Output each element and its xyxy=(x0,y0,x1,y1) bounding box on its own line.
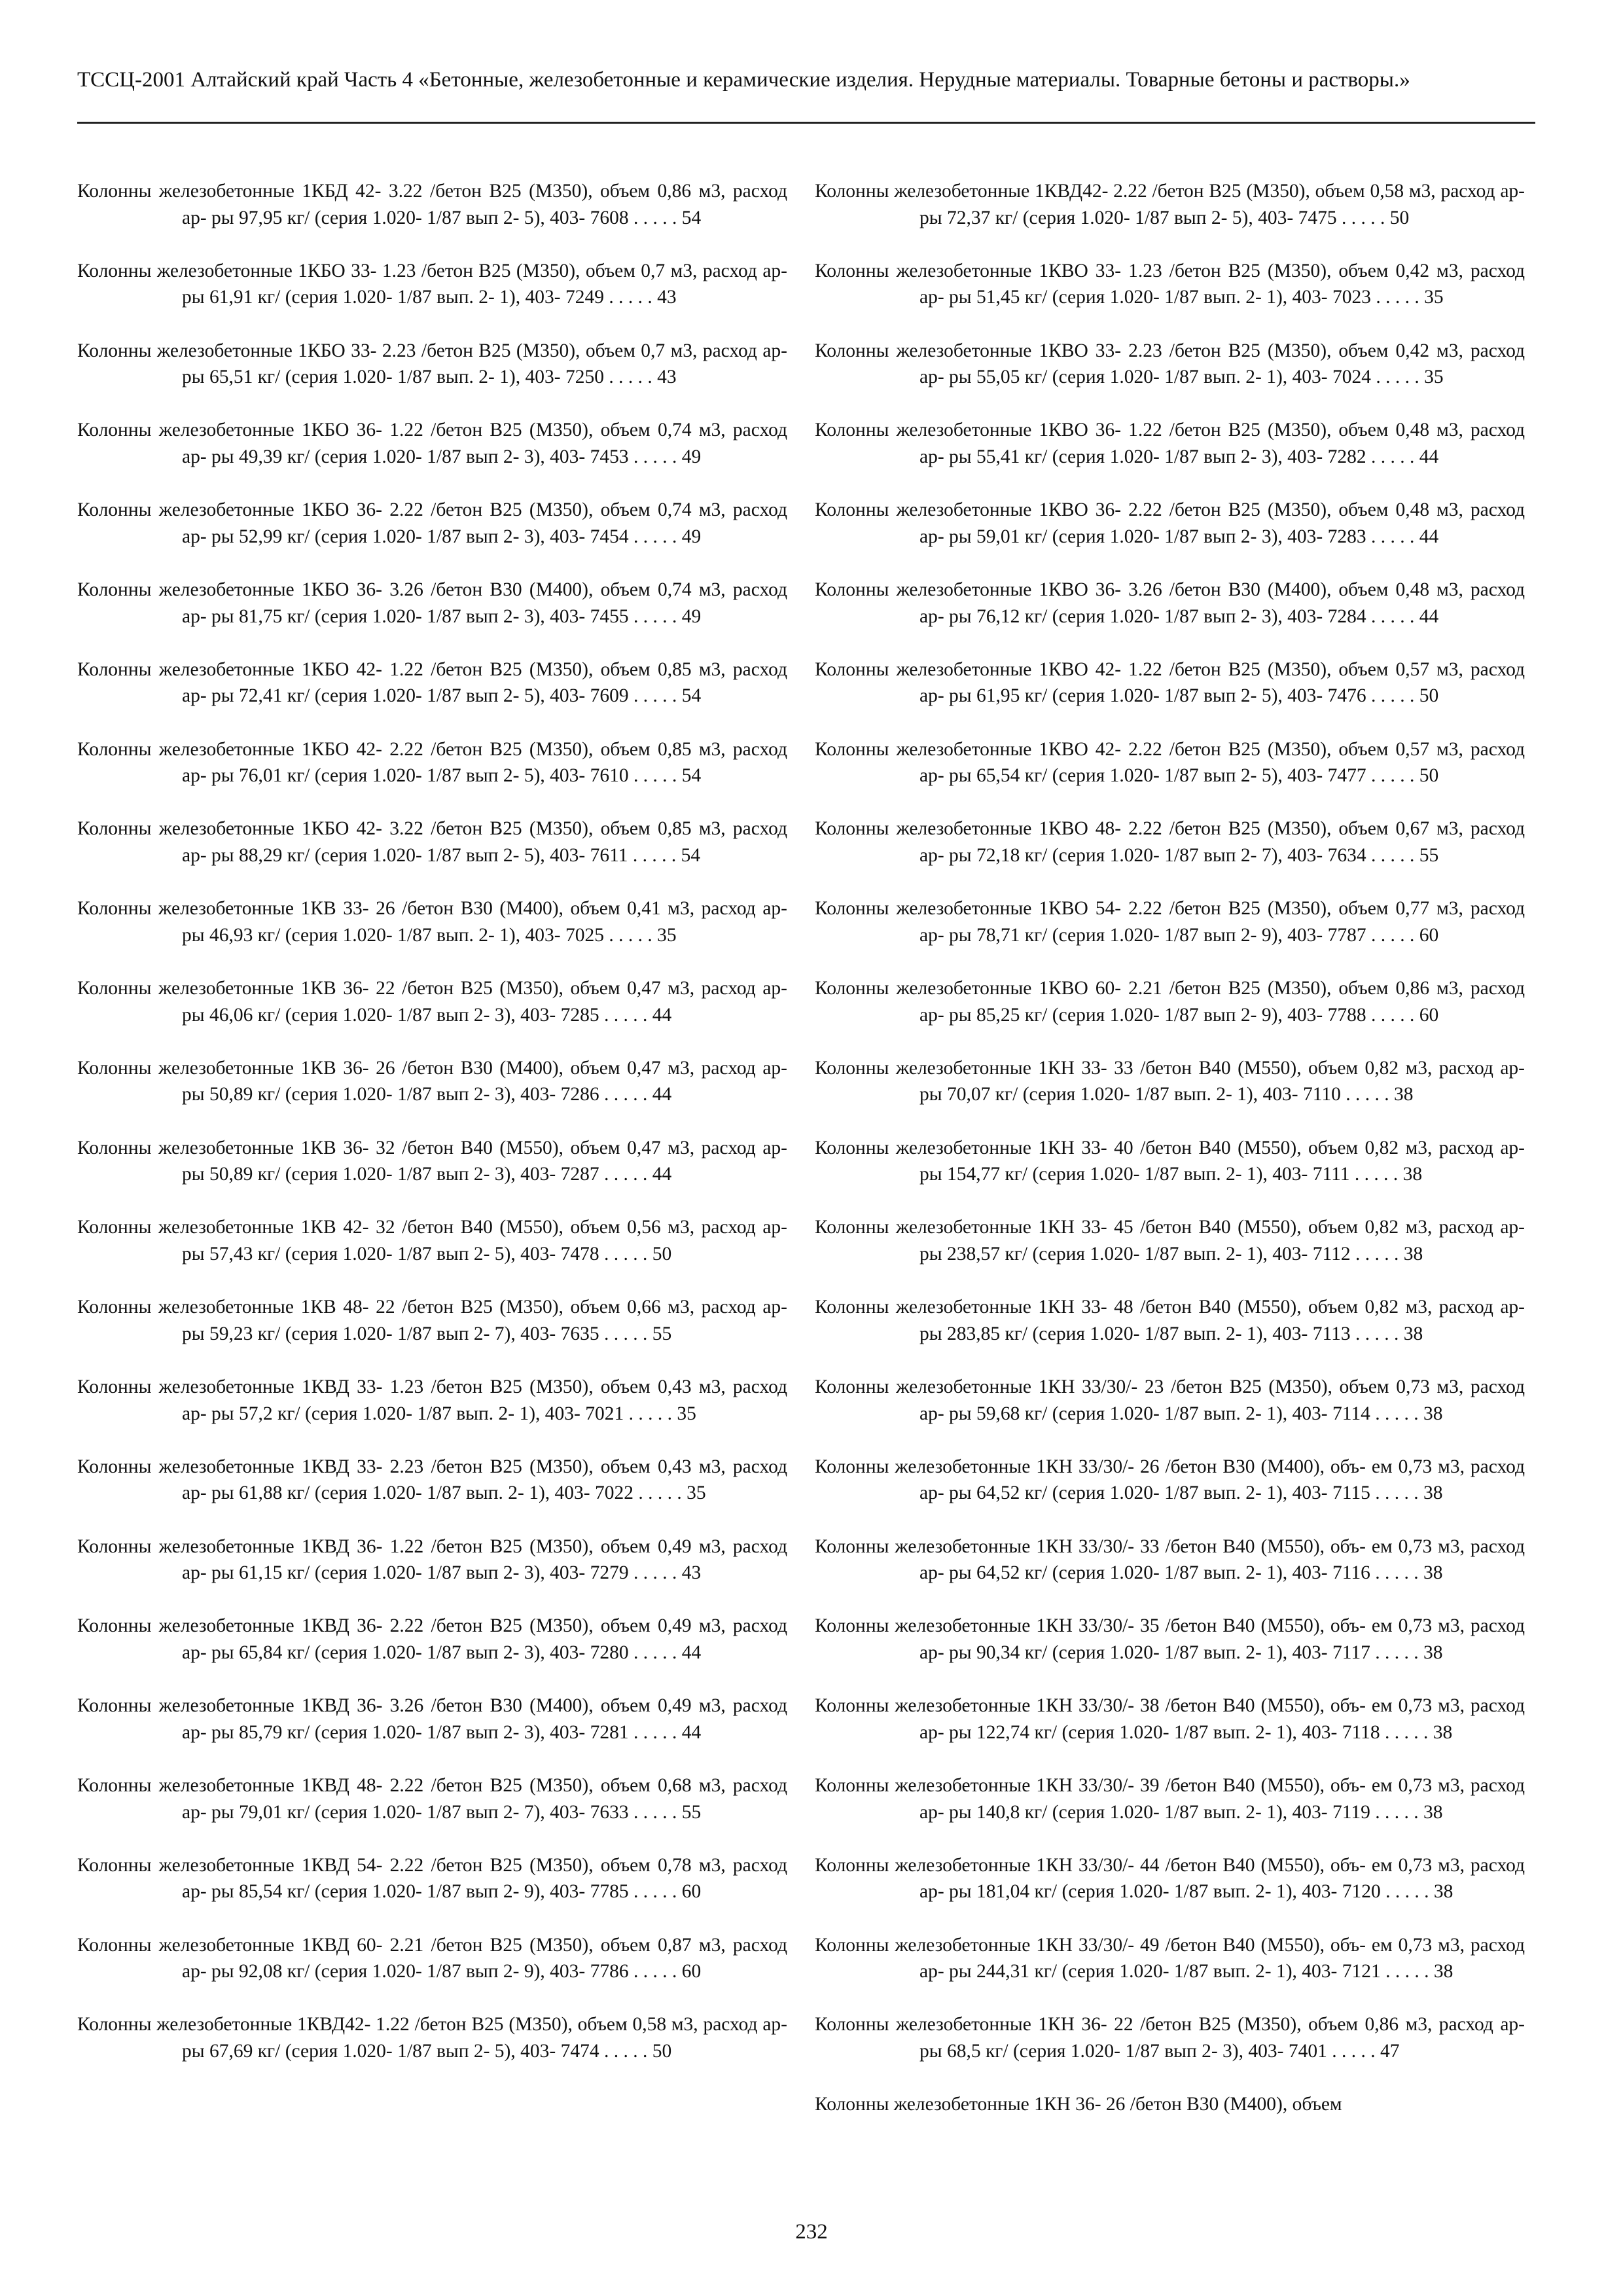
index-entry xyxy=(77,178,787,258)
dot-leader: . . . . . xyxy=(1355,1323,1404,1344)
entry-page-ref: 44 xyxy=(681,1641,702,1663)
entry-description: Колонны железобетонные 1КВД 33- 1.23 /бетон В25 (М350), объем 0,43 м3, расход ар- ры 57,2 кг/ (серия 1.020- 1/87 вып. 2- 1), 403- 7021 xyxy=(77,1376,787,1424)
index-entry xyxy=(815,497,1525,577)
dot-leader: . . . . . xyxy=(633,526,682,547)
entry-description: Колонны железобетонные 1КН 33- 33 /бетон В40 (М550), объем 0,82 м3, расход ар- ры 70,07 кг/ (серия 1.020- 1/87 вып. 2- 1), 403- 7110 xyxy=(815,1057,1525,1105)
right-column xyxy=(815,178,1525,2118)
dot-leader: . . . . . xyxy=(633,1801,682,1823)
entry-description: Колонны железобетонные 1КВ 36- 26 /бетон В30 (М400), объем 0,47 м3, расход ар- ры 50,89 кг/ (серия 1.020- 1/87 вып 2- 3), 403- 7286 xyxy=(77,1057,787,1105)
dot-leader: . . . . . xyxy=(633,1961,682,1982)
dot-leader: . . . . . xyxy=(633,207,682,228)
index-entry xyxy=(77,1534,787,1613)
dot-leader: . . . . . xyxy=(1375,1801,1424,1823)
entry-description: Колонны железобетонные 1КН 33/30/- 44 /бетон В40 (М550), объ- ем 0,73 м3, расход ар- ры 181,04 кг/ (серия 1.020- 1/87 вып. 2- 1), 403- 7120 xyxy=(815,1854,1525,1903)
entry-page-ref: 44 xyxy=(652,1084,672,1105)
entry-page-ref: 49 xyxy=(681,526,702,547)
entry-page-ref: 60 xyxy=(1419,924,1439,946)
index-entry xyxy=(815,1294,1525,1374)
dot-leader: . . . . . xyxy=(638,1482,687,1504)
entry-page-ref: 44 xyxy=(1419,526,1439,547)
index-entry xyxy=(77,1454,787,1534)
entry-page-ref: 60 xyxy=(681,1881,702,1903)
entry-page-ref: 50 xyxy=(1419,685,1439,707)
index-entry-continued: Колонны железобетонные 1КН 36- 26 /бетон В30 (М400), объем xyxy=(815,2094,1342,2115)
entry-page-ref: 43 xyxy=(657,367,677,388)
entry-description: Колонны железобетонные 1КН 33- 45 /бетон В40 (М550), объем 0,82 м3, расход ар- ры 238,57 кг/ (серия 1.020- 1/87 вып. 2- 1), 403- 7112 xyxy=(815,1217,1525,1265)
dot-leader: . . . . . xyxy=(1385,1721,1433,1743)
dot-leader: . . . . . xyxy=(1354,1164,1403,1185)
entry-description: Колонны железобетонные 1КВО 60- 2.21 /бетон В25 (М350), объем 0,86 м3, расход ар- ры 85,25 кг/ (серия 1.020- 1/87 вып 2- 9), 403- 7788 xyxy=(815,977,1525,1026)
entry-description: Колонны железобетонные 1КН 33/30/- 35 /бетон В40 (М550), объ- ем 0,73 м3, расход ар- ры 90,34 кг/ (серия 1.020- 1/87 вып. 2- 1), 403- 7117 xyxy=(815,1615,1525,1663)
entry-page-ref: 50 xyxy=(1419,765,1439,787)
entry-page-ref: 35 xyxy=(1424,287,1444,308)
dot-leader: . . . . . xyxy=(603,1164,652,1185)
entry-page-ref: 38 xyxy=(1423,1403,1443,1424)
index-entry xyxy=(815,178,1525,258)
index-entry xyxy=(77,2011,787,2091)
index-entry xyxy=(77,1374,787,1454)
index-entry xyxy=(815,338,1525,418)
dot-leader: . . . . . xyxy=(1385,1881,1434,1903)
dot-leader: . . . . . xyxy=(633,1641,682,1663)
entry-page-ref: 38 xyxy=(1433,1961,1454,1982)
dot-leader: . . . . . xyxy=(1385,1961,1434,1982)
page-number: 232 xyxy=(795,2220,828,2244)
index-entry xyxy=(815,1932,1525,2012)
index-entry xyxy=(77,736,787,816)
dot-leader: . . . . . xyxy=(632,844,681,866)
entry-description: Колонны железобетонные 1КВД 48- 2.22 /бетон В25 (М350), объем 0,68 м3, расход ар- ры 79,01 кг/ (серия 1.020- 1/87 вып 2- 7), 403- 7633 xyxy=(77,1774,787,1823)
entry-description: Колонны железобетонные 1КВО 33- 1.23 /бетон В25 (М350), объем 0,42 м3, расход ар- ры 51,45 кг/ (серия 1.020- 1/87 вып. 2- 1), 403- 7023 xyxy=(815,260,1525,308)
entry-description: Колонны железобетонные 1КБО 36- 1.22 /бетон В25 (М350), объем 0,74 м3, расход ар- ры 49,39 кг/ (серия 1.020- 1/87 вып 2- 3), 403- 7453 xyxy=(77,420,787,467)
entry-description: Колонны железобетонные 1КБО 42- 3.22 /бетон В25 (М350), объем 0,85 м3, расход ар- ры 88,29 кг/ (серия 1.020- 1/87 вып 2- 5), 403- 7611 xyxy=(77,818,787,866)
dot-leader: . . . . . xyxy=(603,1323,652,1344)
entry-page-ref: 54 xyxy=(681,844,701,866)
entry-page-ref: 49 xyxy=(681,605,702,627)
entry-page-ref: 38 xyxy=(1403,1323,1423,1344)
entry-description: Колонны железобетонные 1КН 33/30/- 23 /бетон В25 (М350), объем 0,73 м3, расход ар- ры 59,68 кг/ (серия 1.020- 1/87 вып. 2- 1), 403- 7114 xyxy=(815,1376,1525,1424)
index-entry xyxy=(77,1214,787,1294)
index-entry xyxy=(815,1214,1525,1294)
entry-description: Колонны железобетонные 1КВ 48- 22 /бетон В25 (М350), объем 0,66 м3, расход ар- ры 59,23 кг/ (серия 1.020- 1/87 вып 2- 7), 403- 7635 xyxy=(77,1297,787,1344)
entry-description: Колонны железобетонные 1КБО 36- 2.22 /бетон В25 (М350), объем 0,74 м3, расход ар- ры 52,99 кг/ (серия 1.020- 1/87 вып 2- 3), 403- 7454 xyxy=(77,499,787,547)
index-entry xyxy=(815,1454,1525,1534)
entry-page-ref: 38 xyxy=(1393,1084,1414,1105)
entry-description: Колонны железобетонные 1КВО 36- 1.22 /бетон В25 (М350), объем 0,48 м3, расход ар- ры 55,41 кг/ (серия 1.020- 1/87 вып 2- 3), 403- 7282 xyxy=(815,420,1525,467)
entry-page-ref: 50 xyxy=(1389,207,1410,228)
index-entry xyxy=(77,816,787,895)
dot-leader: . . . . . xyxy=(633,685,682,707)
index-entry xyxy=(815,1055,1525,1135)
entry-description: Колонны железобетонные 1КН 33/30/- 49 /бетон В40 (М550), объ- ем 0,73 м3, расход ар- ры 244,31 кг/ (серия 1.020- 1/87 вып. 2- 1), 403- 7121 xyxy=(815,1934,1525,1982)
dot-leader: . . . . . xyxy=(1375,1482,1424,1504)
dot-leader: . . . . . xyxy=(1346,1084,1394,1105)
entry-page-ref: 44 xyxy=(652,1004,672,1026)
entry-page-ref: 43 xyxy=(681,1562,702,1584)
left-column xyxy=(77,178,787,2091)
entry-description: Колонны железобетонные 1КВД42- 1.22 /бетон В25 (М350), объем 0,58 м3, расход ар- ры 67,69 кг/ (серия 1.020- 1/87 вып 2- 5), 403- 7474 xyxy=(77,2014,787,2062)
dot-leader: . . . . . xyxy=(603,1084,652,1105)
entry-page-ref: 44 xyxy=(1419,605,1439,627)
dot-leader: . . . . . xyxy=(628,1403,677,1424)
entry-page-ref: 50 xyxy=(652,2040,672,2062)
dot-leader: . . . . . xyxy=(609,367,658,388)
entry-page-ref: 54 xyxy=(681,765,702,787)
index-entry xyxy=(77,895,787,975)
header-divider xyxy=(77,122,1535,124)
entry-page-ref: 54 xyxy=(681,685,702,707)
dot-leader: . . . . . xyxy=(1355,1243,1404,1265)
index-entry xyxy=(815,577,1525,656)
entry-description: Колонны железобетонные 1КВО 42- 2.22 /бетон В25 (М350), объем 0,57 м3, расход ар- ры 65,54 кг/ (серия 1.020- 1/87 вып 2- 5), 403- 7477 xyxy=(815,738,1525,787)
entry-description: Колонны железобетонные 1КВО 42- 1.22 /бетон В25 (М350), объем 0,57 м3, расход ар- ры 61,95 кг/ (серия 1.020- 1/87 вып 2- 5), 403- 7476 xyxy=(815,658,1525,707)
dot-leader: . . . . . xyxy=(633,765,682,787)
entry-page-ref: 38 xyxy=(1423,1562,1443,1584)
index-entry xyxy=(815,1534,1525,1613)
entry-page-ref: 38 xyxy=(1433,1721,1453,1743)
index-entry xyxy=(77,577,787,656)
entry-description: Колонны железобетонные 1КВО 36- 2.22 /бетон В25 (М350), объем 0,48 м3, расход ар- ры 59,01 кг/ (серия 1.020- 1/87 вып 2- 3), 403- 7283 xyxy=(815,499,1525,547)
entry-description: Колонны железобетонные 1КН 33/30/- 39 /бетон В40 (М550), объ- ем 0,73 м3, расход ар- ры 140,8 кг/ (серия 1.020- 1/87 вып. 2- 1), 403- 7119 xyxy=(815,1774,1525,1823)
index-entry xyxy=(77,1772,787,1852)
index-entry xyxy=(77,417,787,497)
entry-page-ref: 35 xyxy=(687,1482,706,1504)
entry-page-ref: 38 xyxy=(1423,1801,1443,1823)
entry-page-ref: 38 xyxy=(1423,1482,1443,1504)
dot-leader: . . . . . xyxy=(1371,605,1419,627)
dot-leader: . . . . . xyxy=(633,1562,682,1584)
dot-leader: . . . . . xyxy=(633,446,682,467)
entry-page-ref: 35 xyxy=(1424,367,1444,388)
index-entry xyxy=(77,975,787,1055)
entry-description: Колонны железобетонные 1КН 33/30/- 33 /бетон В40 (М550), объ- ем 0,73 м3, расход ар- ры 64,52 кг/ (серия 1.020- 1/87 вып. 2- 1), 403- 7116 xyxy=(815,1535,1525,1584)
entry-description: Колонны железобетонные 1КВД 36- 3.26 /бетон В30 (М400), объем 0,49 м3, расход ар- ры 85,79 кг/ (серия 1.020- 1/87 вып 2- 3), 403- 7281 xyxy=(77,1695,787,1743)
index-entry xyxy=(77,1852,787,1932)
dot-leader: . . . . . xyxy=(1375,1641,1424,1663)
entry-page-ref: 60 xyxy=(1419,1004,1439,1026)
entry-page-ref: 35 xyxy=(677,1403,696,1424)
index-entry xyxy=(815,2011,1525,2091)
entry-description: Колонны железобетонные 1КВ 33- 26 /бетон В30 (М400), объем 0,41 м3, расход ар- ры 46,93 кг/ (серия 1.020- 1/87 вып. 2- 1), 403- 7025 xyxy=(77,898,787,946)
entry-description: Колонны железобетонные 1КВО 36- 3.26 /бетон В30 (М400), объем 0,48 м3, расход ар- ры 76,12 кг/ (серия 1.020- 1/87 вып 2- 3), 403- 7284 xyxy=(815,579,1525,627)
entry-description: Колонны железобетонные 1КВ 36- 22 /бетон В25 (М350), объем 0,47 м3, расход ар- ры 46,06 кг/ (серия 1.020- 1/87 вып 2- 3), 403- 7285 xyxy=(77,977,787,1026)
dot-leader: . . . . . xyxy=(1375,1562,1424,1584)
entry-description: Колонны железобетонные 1КВД 36- 1.22 /бетон В25 (М350), объем 0,49 м3, расход ар- ры 61,15 кг/ (серия 1.020- 1/87 вып 2- 3), 403- 7279 xyxy=(77,1535,787,1584)
index-entry xyxy=(815,895,1525,975)
index-entry xyxy=(815,1135,1525,1215)
entry-page-ref: 35 xyxy=(657,924,677,946)
dot-leader: . . . . . xyxy=(1371,1004,1419,1026)
dot-leader: . . . . . xyxy=(1376,287,1425,308)
index-entry xyxy=(815,736,1525,816)
entry-description: Колонны железобетонные 1КН 36- 22 /бетон В25 (М350), объем 0,86 м3, расход ар- ры 68,5 кг/ (серия 1.020- 1/87 вып 2- 3), 403- 7401 xyxy=(815,2014,1525,2062)
index-entry xyxy=(77,656,787,736)
dot-leader: . . . . . xyxy=(609,924,658,946)
dot-leader: . . . . . xyxy=(603,2040,652,2062)
index-entry xyxy=(815,1374,1525,1454)
entry-description: Колонны железобетонные 1КВО 54- 2.22 /бетон В25 (М350), объем 0,77 м3, расход ар- ры 78,71 кг/ (серия 1.020- 1/87 вып 2- 9), 403- 7787 xyxy=(815,898,1525,946)
dot-leader: . . . . . xyxy=(1371,844,1419,866)
entry-page-ref: 60 xyxy=(681,1961,702,1982)
page-header: ТССЦ-2001 Алтайский край Часть 4 «Бетонные, железобетонные и керамические изделия. Нерудные материалы. Товарные бетоны и растворы.» xyxy=(77,68,1410,92)
dot-leader: . . . . . xyxy=(1371,765,1419,787)
entry-page-ref: 38 xyxy=(1423,1641,1443,1663)
index-entry xyxy=(815,1693,1525,1772)
entry-page-ref: 44 xyxy=(1419,446,1439,467)
entry-description: Колонны железобетонные 1КБО 33- 2.23 /бетон В25 (М350), объем 0,7 м3, расход ар- ры 65,51 кг/ (серия 1.020- 1/87 вып. 2- 1), 403- 7250 xyxy=(77,340,787,388)
entry-description: Колонны железобетонные 1КБД 42- 3.22 /бетон В25 (М350), объем 0,86 м3, расход ар- ры 97,95 кг/ (серия 1.020- 1/87 вып 2- 5), 403- 7608 xyxy=(77,181,787,228)
dot-leader: . . . . . xyxy=(1375,1403,1424,1424)
entry-page-ref: 49 xyxy=(681,446,702,467)
entry-description: Колонны железобетонные 1КБО 36- 3.26 /бетон В30 (М400), объем 0,74 м3, расход ар- ры 81,75 кг/ (серия 1.020- 1/87 вып 2- 3), 403- 7455 xyxy=(77,579,787,627)
dot-leader: . . . . . xyxy=(603,1004,652,1026)
entry-page-ref: 47 xyxy=(1380,2040,1400,2062)
index-entry xyxy=(815,975,1525,1055)
entry-page-ref: 44 xyxy=(681,1721,702,1743)
index-entry xyxy=(815,1852,1525,1932)
entry-description: Колонны железобетонные 1КБО 33- 1.23 /бетон В25 (М350), объем 0,7 м3, расход ар- ры 61,91 кг/ (серия 1.020- 1/87 вып. 2- 1), 403- 7249 xyxy=(77,260,787,308)
index-entry xyxy=(77,1693,787,1772)
dot-leader: . . . . . xyxy=(1376,367,1425,388)
dot-leader: . . . . . xyxy=(1371,526,1419,547)
entry-description: Колонны железобетонные 1КВД 60- 2.21 /бетон В25 (М350), объем 0,87 м3, расход ар- ры 92,08 кг/ (серия 1.020- 1/87 вып 2- 9), 403- 7786 xyxy=(77,1934,787,1982)
dot-leader: . . . . . xyxy=(1371,685,1419,707)
entry-page-ref: 38 xyxy=(1402,1164,1423,1185)
entry-description: Колонны железобетонные 1КВО 48- 2.22 /бетон В25 (М350), объем 0,67 м3, расход ар- ры 72,18 кг/ (серия 1.020- 1/87 вып 2- 7), 403- 7634 xyxy=(815,818,1525,866)
entry-page-ref: 55 xyxy=(652,1323,672,1344)
index-entry xyxy=(77,338,787,418)
entry-description: Колонны железобетонные 1КВД 54- 2.22 /бетон В25 (М350), объем 0,78 м3, расход ар- ры 85,54 кг/ (серия 1.020- 1/87 вып 2- 9), 403- 7785 xyxy=(77,1854,787,1903)
dot-leader: . . . . . xyxy=(633,1721,682,1743)
index-entry xyxy=(815,1613,1525,1693)
index-entry xyxy=(77,497,787,577)
index-entry xyxy=(815,656,1525,736)
index-entry xyxy=(77,1055,787,1135)
entry-page-ref: 50 xyxy=(652,1243,672,1265)
entry-page-ref: 43 xyxy=(657,287,677,308)
entry-description: Колонны железобетонные 1КВ 42- 32 /бетон В40 (М550), объем 0,56 м3, расход ар- ры 57,43 кг/ (серия 1.020- 1/87 вып 2- 5), 403- 7478 xyxy=(77,1217,787,1265)
entry-description: Колонны железобетонные 1КН 33- 48 /бетон В40 (М550), объем 0,82 м3, расход ар- ры 283,85 кг/ (серия 1.020- 1/87 вып. 2- 1), 403- 7113 xyxy=(815,1297,1525,1344)
entry-description: Колонны железобетонные 1КБО 42- 1.22 /бетон В25 (М350), объем 0,85 м3, расход ар- ры 72,41 кг/ (серия 1.020- 1/87 вып 2- 5), 403- 7609 xyxy=(77,658,787,707)
entry-description: Колонны железобетонные 1КВД42- 2.22 /бетон В25 (М350), объем 0,58 м3, расход ар- ры 72,37 кг/ (серия 1.020- 1/87 вып 2- 5), 403- 7475 xyxy=(815,181,1525,228)
dot-leader: . . . . . xyxy=(603,1243,652,1265)
dot-leader: . . . . . xyxy=(1371,924,1419,946)
dot-leader: . . . . . xyxy=(1371,446,1419,467)
entry-page-ref: 38 xyxy=(1433,1881,1454,1903)
entry-description: Колонны железобетонные 1КН 33- 40 /бетон В40 (М550), объем 0,82 м3, расход ар- ры 154,77 кг/ (серия 1.020- 1/87 вып. 2- 1), 403- 7111 xyxy=(815,1137,1525,1185)
index-entry xyxy=(815,816,1525,895)
entry-description: Колонны железобетонные 1КН 33/30/- 26 /бетон В30 (М400), объ- ем 0,73 м3, расход ар- ры 64,52 кг/ (серия 1.020- 1/87 вып. 2- 1), 403- 7115 xyxy=(815,1456,1525,1504)
dot-leader: . . . . . xyxy=(1332,2040,1380,2062)
entry-description: Колонны железобетонные 1КВД 33- 2.23 /бетон В25 (М350), объем 0,43 м3, расход ар- ры 61,88 кг/ (серия 1.020- 1/87 вып. 2- 1), 403- 7022 xyxy=(77,1456,787,1504)
entry-page-ref: 55 xyxy=(681,1801,702,1823)
index-entry xyxy=(77,1932,787,2012)
entry-page-ref: 38 xyxy=(1403,1243,1423,1265)
entry-description: Колонны железобетонные 1КБО 42- 2.22 /бетон В25 (М350), объем 0,85 м3, расход ар- ры 76,01 кг/ (серия 1.020- 1/87 вып 2- 5), 403- 7610 xyxy=(77,738,787,787)
dot-leader: . . . . . xyxy=(1341,207,1390,228)
dot-leader: . . . . . xyxy=(633,605,682,627)
index-entry xyxy=(77,258,787,338)
entry-description: Колонны железобетонные 1КН 33/30/- 38 /бетон В40 (М550), объ- ем 0,73 м3, расход ар- ры 122,74 кг/ (серия 1.020- 1/87 вып. 2- 1), 403- 7118 xyxy=(815,1695,1525,1743)
entry-page-ref: 55 xyxy=(1419,844,1439,866)
entry-description: Колонны железобетонные 1КВО 33- 2.23 /бетон В25 (М350), объем 0,42 м3, расход ар- ры 55,05 кг/ (серия 1.020- 1/87 вып. 2- 1), 403- 7024 xyxy=(815,340,1525,388)
index-entry xyxy=(815,258,1525,338)
entry-page-ref: 44 xyxy=(652,1164,672,1185)
entry-description: Колонны железобетонные 1КВД 36- 2.22 /бетон В25 (М350), объем 0,49 м3, расход ар- ры 65,84 кг/ (серия 1.020- 1/87 вып 2- 3), 403- 7280 xyxy=(77,1615,787,1663)
entry-page-ref: 54 xyxy=(681,207,702,228)
dot-leader: . . . . . xyxy=(609,287,658,308)
index-entry xyxy=(815,1772,1525,1852)
entry-description: Колонны железобетонные 1КВ 36- 32 /бетон В40 (М550), объем 0,47 м3, расход ар- ры 50,89 кг/ (серия 1.020- 1/87 вып 2- 3), 403- 7287 xyxy=(77,1137,787,1185)
index-entry xyxy=(77,1135,787,1215)
index-entry xyxy=(77,1613,787,1693)
index-entry xyxy=(815,417,1525,497)
dot-leader: . . . . . xyxy=(633,1881,682,1903)
index-entry xyxy=(77,1294,787,1374)
